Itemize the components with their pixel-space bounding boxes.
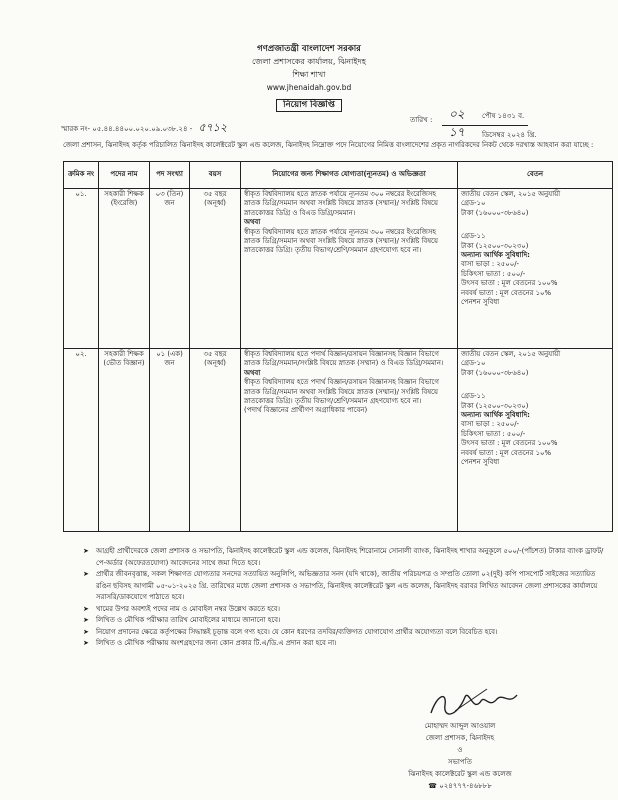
signatory-org: ঝিনাইদহ কালেক্টরেট স্কুল এন্ড কলেজ	[408, 770, 512, 778]
table-row	[64, 349, 613, 532]
arrow-bullet-icon: ➤	[83, 604, 89, 613]
benefits-title: অন্যান্য আর্থিক সুবিধাদি:	[461, 411, 530, 420]
row-post: সহকারী শিক্ষক (ইংরেজি)	[99, 189, 150, 349]
header-count: পদ সংখ্যা	[150, 162, 190, 189]
pay-scale-11: টাকা (১২৫০০-৩০২৩০)	[461, 401, 529, 410]
benefit-festival: উৎসব ভাতা : মূল বেতনের ১০০%	[461, 279, 558, 288]
benefit-house-rent: বাসা ভাড়া : ২৫০০/-	[461, 260, 520, 269]
list-item: ➤ খামের উপর অবশ্যই পদের নাম ও মোবাইল নম্বর উল্লেখ করতে হবে।	[96, 604, 606, 616]
qualification-primary: স্বীকৃত বিশ্ববিদ্যালয় হতে স্নাতক পর্যায়ে ন্যূনতম ৩০০ নম্বরের ইংরেজিসহ স্নাতক ডিগ্রি/সমমান অথবা সংশ্লিষ্ট বিষয়ে স্নাতক (সম্মান)/ সংশ্লিষ্ট বিষয়ে স্নাতকোত্তর ডিগ্রি ও বিএড ডিগ্রি/সমমান।	[244, 190, 438, 217]
arrow-bullet-icon: ➤	[83, 547, 89, 555]
row-salary	[458, 349, 613, 532]
posts-table	[63, 161, 613, 532]
header-salary: বেতন	[458, 162, 613, 189]
english-day-handwritten: ১৭	[449, 125, 465, 139]
row-count: ০১ (এক) জন	[150, 349, 190, 532]
page-title: নিয়োগ বিজ্ঞপ্তি	[0, 99, 618, 112]
benefit-pension: পেনশন সুবিধা	[461, 458, 500, 467]
qualification-or: অথবা	[244, 368, 261, 377]
pay-grade-11: গ্রেড-১১	[461, 392, 486, 401]
list-item: ➤ নিয়োগ প্রদানের ক্ষেত্রে কর্তৃপক্ষের সিদ্ধান্তই চূড়ান্ত বলে গণ্য হবে। যে কোন ধরণের তদবির/ব্যক্তিগত যোগাযোগ প্রার্থীর অযোগ্যতা বলে বিবেচিত হবে।	[96, 627, 606, 639]
qualification-alternate: স্বীকৃত বিশ্ববিদ্যালয় হতে স্নাতক পর্যায়ে ন্যূনতম ৩০০ নম্বরের ইংরেজিসহ স্নাতক ডিগ্রি/সমমান অথবা সংশ্লিষ্ট বিষয়ে স্নাতক (সম্মান)/ সংশ্লিষ্ট বিষয়ে স্নাতকোত্তর ডিগ্রি। তৃতীয় বিভাগ/শ্রেণি/সমমান গ্রহণযোগ্য হবে না।	[244, 227, 438, 255]
benefit-new-year: নববর্ষ ভাতা : মূল বেতনের ১০%	[461, 448, 552, 457]
conditions-list	[83, 546, 606, 650]
pay-scale-10: টাকা (১৬০০০-৩৮৬৪০)	[461, 208, 529, 217]
arrow-bullet-icon: ➤	[83, 639, 89, 647]
arrow-bullet-icon: ➤	[83, 570, 89, 578]
header-qualification: নিয়োগের জন্য শিক্ষাগত যোগ্যতা(ন্যূনতম) ও অভিজ্ঞতা	[241, 162, 458, 189]
intro-paragraph: জেলা প্রশাসন, ঝিনাইদহ কর্তৃক পরিচালিত ঝিনাইদহ কালেক্টরেট স্কুল এন্ড কলেজ, ঝিনাইদহ নিম্নোক্ত পদে নিয়োগের নিমিত্ত বাংলাদেশের প্রকৃত নাগরিকদের নিকট থেকে দরখাস্ত আহবান করা যাচ্ছে :	[63, 141, 594, 149]
arrow-bullet-icon: ➤	[83, 627, 89, 636]
arrow-bullet-icon: ➤	[83, 616, 89, 624]
english-date: ডিসেম্বর ২০২৪ খ্রি.	[482, 131, 537, 139]
date-block: তারিখ :	[410, 116, 433, 124]
row-salary	[458, 189, 613, 349]
qualification-alternate: স্বীকৃত বিশ্ববিদ্যালয় হতে পদার্থ বিজ্ঞান/রসায়ন বিজ্ঞানসহ বিজ্ঞান বিভাগে স্নাতক ডিগ্রি/সমমান অথবা সংশ্লিষ্ট বিষয়ে স্নাতক (সম্মান)/ সংশ্লিষ্ট বিষয়ে স্নাতকোত্তর ডিগ্রি। তৃতীয় বিভাগ/শ্রেণি/সমমান গ্রহণযোগ্য হবে না।	[244, 378, 439, 406]
benefit-new-year: নববর্ষ ভাতা : মূল বেতনের ১০%	[461, 288, 552, 297]
row-serial: ০১.	[64, 189, 99, 349]
row-count: ০৩ (তিন) জন	[150, 189, 190, 349]
benefit-medical: চিকিৎসা ভাতা : ৫০০/-	[461, 429, 526, 438]
pay-grade-10: গ্রেড-১০	[461, 199, 486, 208]
pay-scale-10: টাকা (১৬০০০-৩৮৬৪০)	[461, 368, 529, 377]
signatory-and: ও	[457, 746, 463, 754]
memo-number: স্মারক নং- ০৫.৪৪.৪৪০০.০২০.০৯.০৩৮.২৪ - ৫৭১২	[61, 121, 228, 134]
table-header-row	[64, 162, 613, 189]
pay-scale-11: টাকা (১২৫০০-৩০২৩০)	[461, 241, 529, 250]
bangla-day-handwritten: ০২	[449, 107, 465, 121]
government-title: গণপ্রজাতন্ত্রী বাংলাদেশ সরকার	[257, 44, 361, 54]
header-serial: ক্রমিক নং	[64, 162, 99, 189]
signature-block	[360, 720, 560, 792]
qualification-primary: স্বীকৃত বিশ্ববিদ্যালয় হতে পদার্থ বিজ্ঞান/রসায়ন বিজ্ঞানসহ বিজ্ঞান বিভাগে স্নাতক ডিগ্রি/সমমান/সংশ্লিষ্ট বিষয়ে স্নাতক (সম্মান) ও বিএড ডিগ্রি/সমমান।	[244, 350, 444, 368]
list-item: ➤ লিখিত ও মৌখিক পরীক্ষায় অংশগ্রহণের জন্য কোন প্রকার টি.এ/ডি.এ প্রদান করা হবে না।	[96, 638, 606, 650]
list-item: ➤ প্রার্থীর জীবনবৃত্তান্ত, সকল শিক্ষাগত যোগ্যতার সনদের সত্যায়িত অনুলিপি, অভিজ্ঞতার সনদ (যদি থাকে), জাতীয় পরিচয়পত্র ও সম্প্রতি তোলা ০২(দুই) কপি পাসপোর্ট সাইজের সত্যায়িত রঙিন ছবিসহ আগামী ০৫-০১-২০২৫ খ্রি. তারিখের মধ্যে জেলা প্রশাসক ও সভাপতি, ঝিনাইদহ কালেক্টরেট স্কুল এন্ড কলেজ, ঝিনাইদহ বরাবর লিখিত আবেদন জেলা প্রশাসকের কার্যালয়ে সরাসরি/ডাকযোগে পাঠাতে হবে।	[83, 570, 598, 601]
row-post: সহকারী শিক্ষক (ভৌত বিজ্ঞান)	[99, 349, 150, 532]
website-link[interactable]: www.jhenaidah.gov.bd	[266, 83, 352, 92]
qualification-note: (পদার্থ বিজ্ঞানের প্রার্থীগণ অগ্রাধিকার পাবেন)	[244, 406, 368, 415]
header-age: বয়স	[190, 162, 241, 189]
bangla-date: পৌষ ১৪৩১ ব.	[482, 112, 525, 120]
signatory-title-2: সভাপতি	[448, 758, 472, 766]
office-name: জেলা প্রশাসকের কার্যালয়, ঝিনাইদহ	[252, 57, 366, 66]
benefit-medical: চিকিৎসা ভাতা : ৫০০/-	[461, 269, 526, 278]
pay-scale-title: জাতীয় বেতন স্কেল, ২০১৫ অনুযায়ী	[461, 190, 561, 198]
signatory-phone: ☎ ০২৪৭৭৭-৪৬৮৮৮	[428, 782, 492, 790]
row-age: ৩৫ বছর (অনূর্ধ্ব)	[190, 349, 241, 532]
signatory-name: মোহাম্মদ আব্দুল আওয়াল	[424, 722, 496, 730]
signature-mark	[425, 683, 525, 723]
pay-grade-11: গ্রেড-১১	[461, 232, 486, 241]
row-qualification	[241, 349, 458, 532]
table-row	[64, 189, 613, 349]
list-item: ➤ আগ্রহী প্রার্থীদেরকে জেলা প্রশাসক ও সভাপতি, ঝিনাইদহ কালেক্টরেট স্কুল এন্ড কলেজ, ঝিনাইদহ শিরোনামে সোনালী ব্যাংক, ঝিনাইদহ শাখার অনুকূলে ৫০০/-(পাঁচশত) টাকার ব্যাংক ড্রাফট/ পে-অর্ডার (অফেরতযোগ্য) আবেদনের সাথে জমা দিতে হবে।	[83, 547, 604, 567]
row-qualification	[241, 189, 458, 349]
pay-scale-title: জাতীয় বেতন স্কেল, ২০১৫ অনুযায়ী	[461, 350, 561, 358]
benefit-house-rent: বাসা ভাড়া : ২৫০০/-	[461, 420, 520, 429]
phone-icon: ☎	[428, 782, 437, 790]
qualification-or: অথবা	[244, 218, 261, 227]
section-name: শিক্ষা শাখা	[292, 70, 326, 79]
list-item: ➤ লিখিত ও মৌখিক পরীক্ষার তারিখ মোবাইলের মাধ্যমে জানানো হবে।	[96, 615, 606, 627]
benefits-title: অন্যান্য আর্থিক সুবিধাদি:	[461, 251, 530, 260]
header-post: পদের নাম	[99, 162, 150, 189]
benefit-pension: পেনশন সুবিধা	[461, 298, 500, 307]
row-serial: ০২.	[64, 349, 99, 532]
benefit-festival: উৎসব ভাতা : মূল বেতনের ১০০%	[461, 439, 558, 448]
signatory-title: জেলা প্রশাসক, ঝিনাইদহ	[425, 734, 495, 742]
row-age: ৩৫ বছর (অনূর্ধ্ব)	[190, 189, 241, 349]
pay-grade-10: গ্রেড-১০	[461, 359, 486, 368]
memo-number-handwritten: ৫৭১২	[198, 121, 228, 134]
